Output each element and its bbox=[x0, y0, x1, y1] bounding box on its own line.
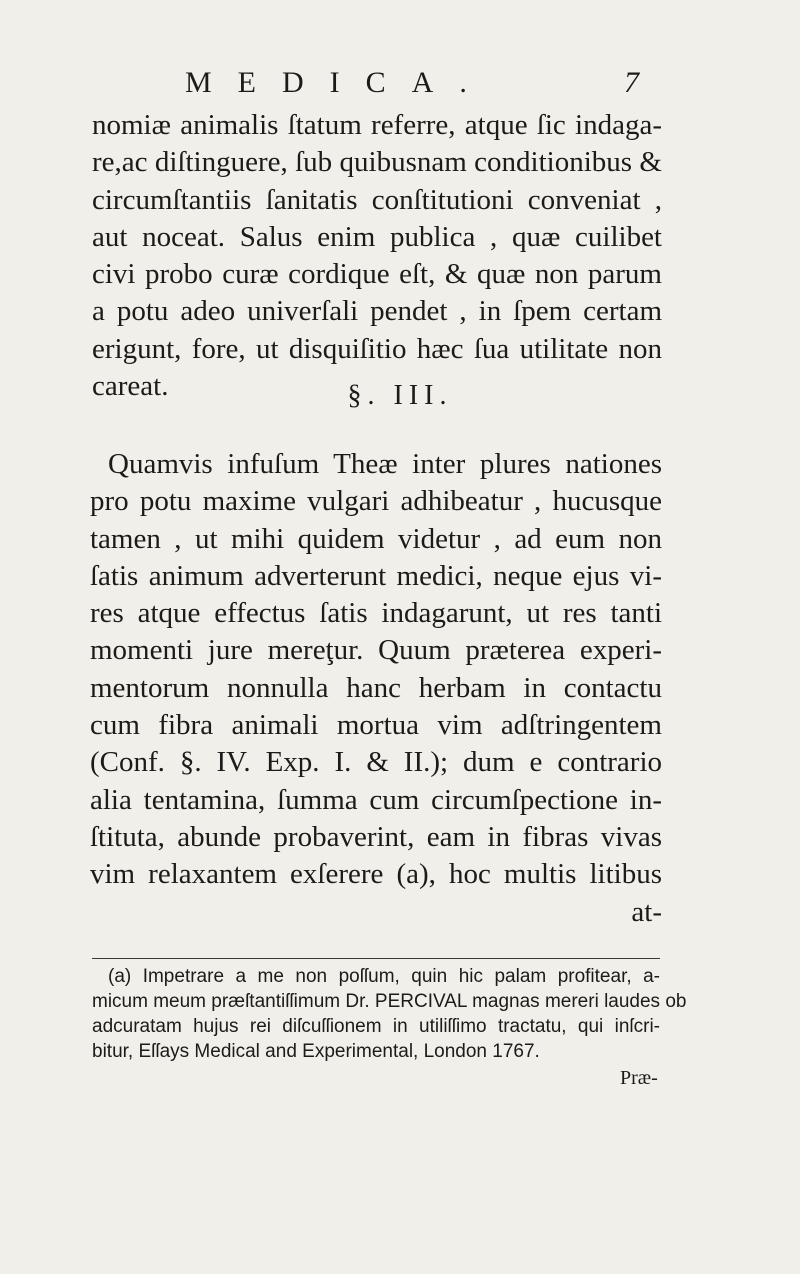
text-line: alia tentamina, ſumma cum circumſpectione in- bbox=[90, 783, 662, 816]
footnote bbox=[92, 964, 687, 1064]
footnote-line: micum meum præſtantiſſimum Dr. PERCIVAL magnas mereri laudes ob bbox=[92, 991, 687, 1012]
text-line: vim relaxantem exſerere (a), hoc multis litibus bbox=[90, 858, 662, 891]
footnote-line: bitur, Eſſays Medical and Experimental, London 1767. bbox=[92, 1041, 540, 1062]
section-heading: §. III. bbox=[347, 380, 453, 411]
paragraph-2 bbox=[90, 446, 662, 931]
paragraph-1 bbox=[92, 107, 662, 405]
footnote-catchword: Præ- bbox=[620, 1067, 658, 1089]
text-line: pro potu maxime vulgari adhibeatur , hucusque bbox=[90, 485, 662, 518]
footnote-line: adcuratam hujus rei diſcuſſionem in utiliſſimo tractatu, qui inſcri- bbox=[92, 1016, 660, 1037]
text-line: civi probo curæ cordique eſt, & quæ non parum bbox=[92, 258, 662, 291]
text-line: cum fibra animali mortua vim adſtringentem bbox=[90, 709, 662, 742]
running-head: MEDICA. bbox=[185, 66, 493, 99]
text-line: careat. bbox=[92, 370, 169, 403]
text-line: circumſtantiis ſanitatis conſtitutioni conveniat , bbox=[92, 183, 662, 216]
text-line: erigunt, fore, ut disquiſitio hæc ſua utilitate non bbox=[92, 332, 662, 365]
text-line: Quamvis infuſum Theæ inter plures nationes bbox=[108, 448, 662, 480]
text-line: aut noceat. Salus enim publica , quæ cuilibet bbox=[92, 220, 662, 253]
footnote-rule bbox=[92, 958, 660, 959]
text-line: a potu adeo univerſali pendet , in ſpem certam bbox=[92, 295, 662, 328]
text-line: res atque effectus ſatis indagarunt, ut res tanti bbox=[90, 597, 662, 630]
text-line: mentorum nonnulla hanc herbam in contactu bbox=[90, 671, 662, 704]
text-line: re,ac diſtinguere, ſub quibusnam conditionibus & bbox=[92, 146, 662, 179]
text-line: ſatis animum adverterunt medici, neque ejus vi- bbox=[90, 559, 662, 592]
catchword: at- bbox=[631, 895, 662, 928]
text-line: (Conf. §. IV. Exp. I. & II.); dum e contrario bbox=[90, 746, 662, 779]
text-line: momenti jure mereţur. Quum præterea experi- bbox=[90, 634, 662, 667]
page-number: 7 bbox=[624, 66, 639, 99]
footnote-line: (a) Impetrare a me non poſſum, quin hic palam profitear, a- bbox=[108, 966, 660, 987]
text-line: nomiæ animalis ſtatum referre, atque ſic indaga- bbox=[92, 109, 662, 141]
text-line: tamen , ut mihi quidem videtur , ad eum non bbox=[90, 522, 662, 555]
text-line: ſtituta, abunde probaverint, eam in fibras vivas bbox=[90, 820, 662, 853]
